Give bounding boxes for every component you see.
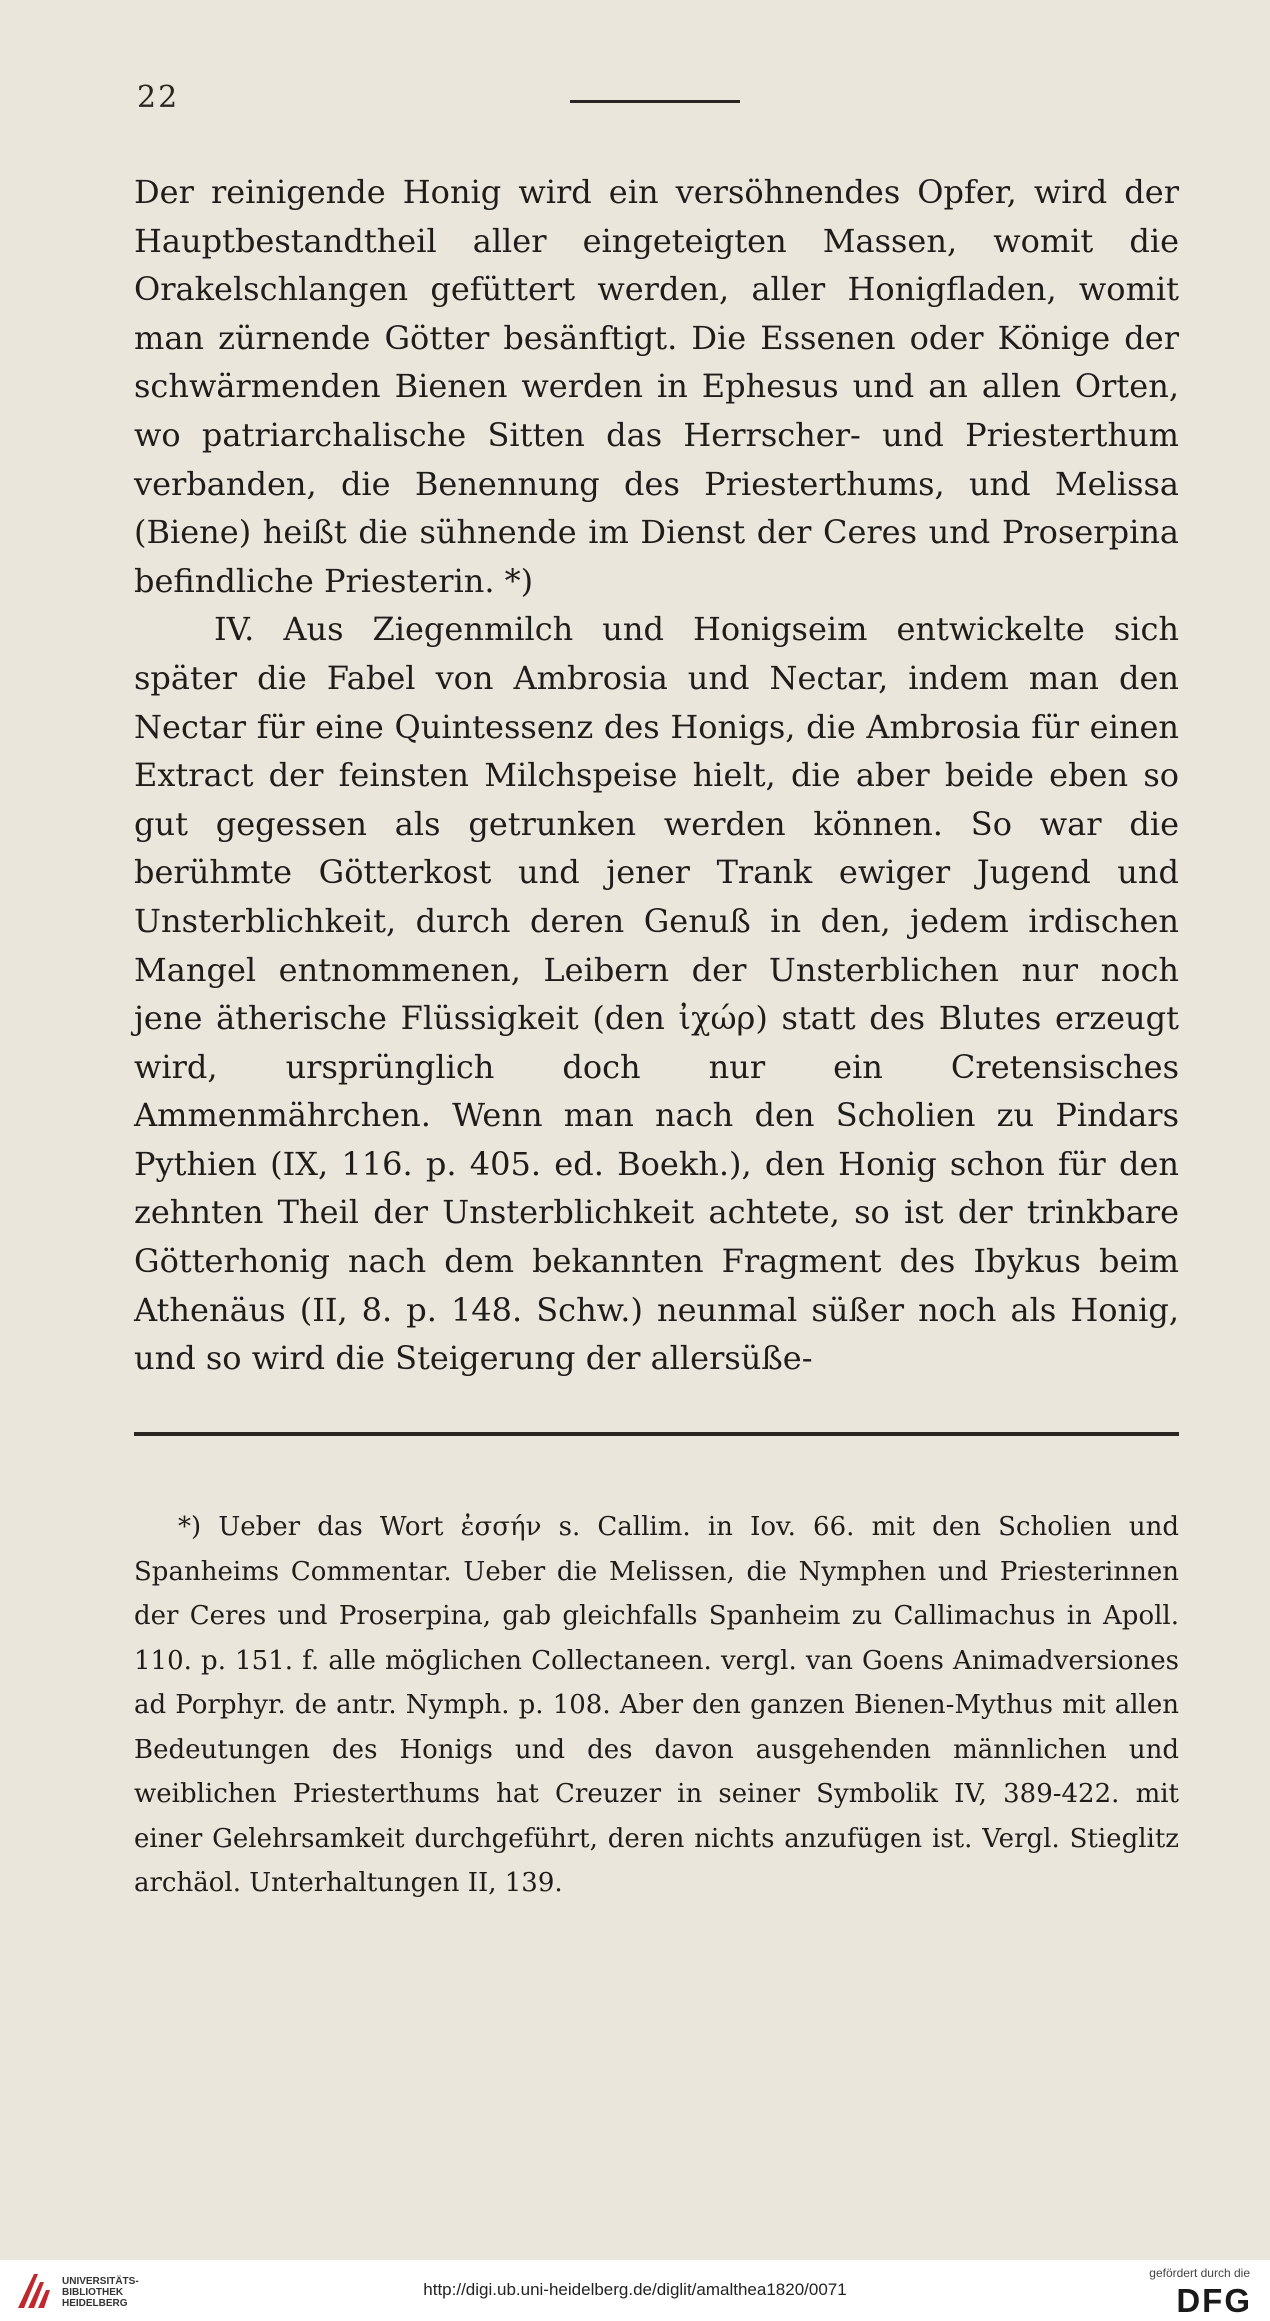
dfg-logo: DFG: [1176, 2282, 1252, 2319]
paragraph: IV. Aus Ziegenmilch und Honigseim entwickelte sich später die Fabel von Ambrosia und Nectar, indem man den Nectar für eine Quintessenz des Honigs, die Ambrosia für einen Extract der feinsten Milchspeise hielt, die aber beide eben so gut gegessen als getrunken werden können. So war die berühmte Götterkost und jener Trank ewiger Jugend und Unsterblichkeit, durch deren Genuß in den, jedem irdischen Mangel entnommenen, Leibern der Unsterblichen nur noch jene ätherische Flüssigkeit (den ἰχώρ) statt des Blutes erzeugt wird, ursprünglich doch nur ein Cretensisches Ammenmährchen. Wenn man nach den Scholien zu Pindars Pythien (IX, 116. p. 405. ed. Boekh.), den Honig schon für den zehnten Theil der Unsterblichkeit achtete, so ist der trinkbare Götterhonig nach dem bekannten Fragment des Ibykus beim Athenäus (II, 8. p. 148. Schw.) neunmal süßer noch als Honig, und so wird die Steigerung der allersüße-: [134, 610, 1179, 1378]
funder-label: gefördert durch die: [1149, 2266, 1250, 2280]
library-name-line: UNIVERSITÄTS-: [62, 2276, 139, 2287]
footnote-text: *) Ueber das Wort ἐσσήν s. Callim. in Iov. 66. mit den Scholien und Spanheims Commentar. Ueber die Melissen, die Nymphen und Priesterinnen der Ceres und Proserpina, gab gleichfalls Spanheim zu Callimachus in Apoll. 110. p. 151. f. alle möglichen Collectaneen. vergl. van Goens Animadversiones ad Porphyr. de antr. Nymph. p. 108. Aber den ganzen Bienen-Mythus mit allen Bedeutungen des Honigs und des davon ausgehenden männlichen und weiblichen Priesterthums hat Creuzer in seiner Symbolik IV, 389-422. mit einer Gelehrsamkeit durchgeführt, deren nichts anzufügen ist. Vergl. Stieglitz archäol. Unterhaltungen II, 139.: [134, 1512, 1179, 1898]
page-number: 22: [137, 80, 180, 115]
main-text: [134, 168, 1179, 1383]
paragraph: Der reinigende Honig wird ein versöhnendes Opfer, wird der Hauptbestandtheil aller eingeteigten Massen, womit die Orakelschlangen gefüttert werden, aller Honigfladen, womit man zürnende Götter besänftigt. Die Essenen oder Könige der schwärmenden Bienen werden in Ephesus und an allen Orten, wo patriarchalische Sitten das Herrscher- und Priesterthum verbanden, die Benennung des Priesterthums, und Melissa (Biene) heißt die sühnende im Dienst der Ceres und Proserpina befindliche Priesterin. *): [134, 173, 1179, 600]
library-name-line: BIBLIOTHEK: [62, 2287, 124, 2298]
footer-bar: [0, 2260, 1270, 2321]
footnote: [134, 1505, 1179, 1906]
header-rule: [570, 100, 740, 103]
source-url-link[interactable]: http://digi.ub.uni-heidelberg.de/diglit/amalthea1820/0071: [423, 2280, 847, 2299]
footnote-separator: [134, 1432, 1179, 1436]
library-name-line: HEIDELBERG: [62, 2298, 128, 2309]
